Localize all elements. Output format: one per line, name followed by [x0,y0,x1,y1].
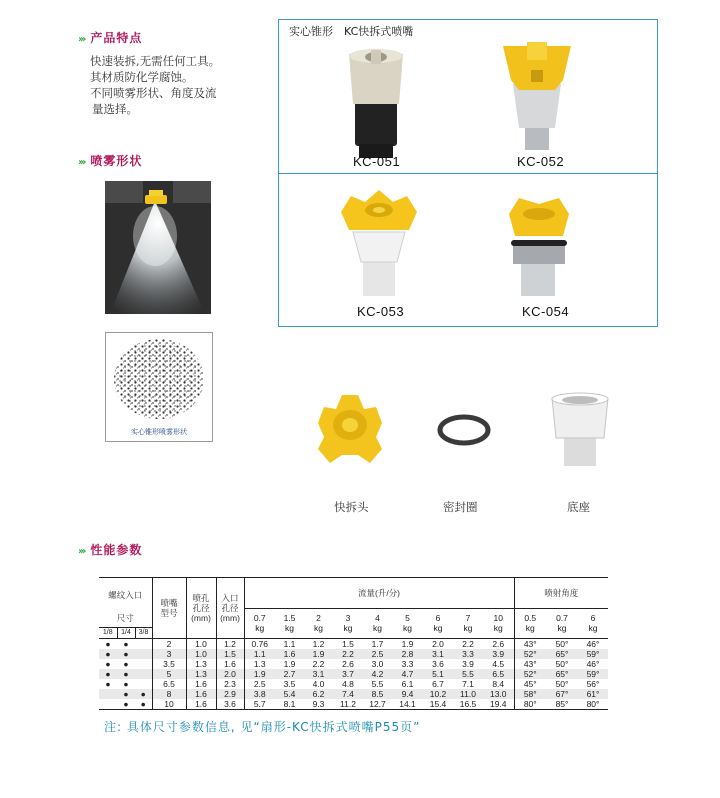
table-cell: 16.5 [459,698,477,709]
table-cell: 4.5 [492,658,505,669]
model-label-kc054: KC-054 [522,304,570,319]
table-cell: 80° [514,699,546,710]
table-cell: 1.7 [371,638,384,649]
spray-pattern-image [106,333,212,425]
table-cell: ● [123,638,129,649]
model-label-kc051: KC-051 [353,154,401,169]
th-orifice: 喷孔 孔径 (mm) [186,578,216,639]
chevron-right-icon: ››› [78,157,85,168]
table-cell: 13.0 [489,688,507,699]
table-cell: 1.3 [186,659,216,669]
table-cell: 1.6 [216,659,244,669]
table-cell: 10 [152,699,186,710]
spray-pattern-caption: 实心锥形喷雾形状 [131,428,187,436]
table-cell: 58° [514,689,546,699]
table-cell: 5.5 [462,668,474,679]
spray-cone-image [105,181,211,314]
table-cell: 1.5 [216,649,244,659]
base-image [548,390,612,470]
table-cell: 0.76 [244,638,275,649]
table-cell: 6.2 [312,688,325,699]
table-cell: 6.7 [432,678,444,689]
dimension-note: 注: 具体尺寸参数信息, 见“扇形-KC快拆式喷嘴P55页” [104,720,421,734]
table-cell [135,638,152,649]
model-label-kc052: KC-052 [517,154,565,169]
table-cell: 65° [555,668,569,679]
table-cell: 1.1 [283,638,296,649]
table-cell: ● [140,688,146,699]
table-cell: 67° [555,688,569,699]
table-row [99,699,608,710]
table-cell: 3.6 [432,658,444,669]
performance-table [99,577,608,710]
table-cell: 11.2 [340,698,356,709]
table-cell: 1.6 [186,689,216,699]
table-cell: 2 [152,638,186,649]
table-cell: 5.7 [244,699,275,710]
table-cell: 85° [555,698,569,709]
th-p4: 4 kg [373,613,382,634]
table-cell: 19.4 [489,698,507,709]
table-cell: 1.9 [312,648,325,659]
table-cell: 11.0 [460,688,476,699]
table-cell: 52° [514,649,546,659]
table-cell: 50° [555,638,569,649]
table-cell: ● [123,678,129,689]
table-cell: 2.0 [216,669,244,679]
table-cell: 1.2 [312,638,325,649]
spray-photo [105,181,211,314]
th-p8: 10 kg [493,613,503,634]
table-cell: 1.6 [186,679,216,689]
table-cell: 2.8 [401,648,414,659]
chevron-right-icon: ››› [78,546,85,557]
th-angle: 喷射角度 [514,578,608,609]
table-cell: 5.5 [371,678,384,689]
table-cell: 2.7 [283,668,296,679]
table-cell: 3.1 [312,668,325,679]
table-cell: 5.1 [432,668,444,679]
table-row [99,659,608,669]
table-cell: 3.5 [283,678,296,689]
th-size-14: 1/4 [117,627,135,638]
table-cell: 3.1 [432,648,444,659]
table-cell: 52° [514,669,546,679]
spray-pattern-photo [105,332,213,442]
table-cell [135,659,152,669]
table-row [99,679,608,689]
th-size-18: 1/8 [99,627,117,638]
table-cell: 2.3 [216,679,244,689]
table-cell: 3.8 [244,689,275,699]
table-cell: 4.2 [371,668,384,679]
table-cell: ● [123,658,129,669]
table-cell: 1.5 [342,638,354,649]
table-cell: 80° [586,698,600,709]
table-cell: 3.7 [342,668,354,679]
table-cell: 7.1 [462,678,474,689]
product-box-title: 实心锥形 KC快拆式喷嘴 [289,25,414,38]
table-cell: ● [105,658,111,669]
table-cell: 1.6 [186,699,216,710]
table-cell: 50° [555,658,569,669]
table-cell: 2.2 [462,638,474,649]
th-flow: 流量(升/分) [244,578,514,609]
table-cell: 15.4 [429,698,447,709]
table-cell: 43° [514,659,546,669]
th-a0: 0.5 kg [514,609,546,639]
table-cell: 1.1 [244,649,275,659]
table-cell: 1.9 [401,638,414,649]
table-cell: 1.0 [186,638,216,649]
table-cell: 61° [586,688,600,699]
table-cell: 8.5 [371,688,384,699]
table-cell: 46° [586,638,600,649]
table-cell: 8.4 [492,678,505,689]
table-cell: 2.2 [342,648,354,659]
table-row [99,669,608,679]
table-cell: 1.0 [186,649,216,659]
table-cell: 3.6 [216,699,244,710]
table-cell: 9.4 [401,688,414,699]
table-cell: 6.5 [152,679,186,689]
product-box [278,19,658,327]
th-p6: 6 kg [433,613,443,634]
table-cell: ● [123,698,129,709]
th-a2: 6 kg [588,613,598,634]
th-size-38: 3/8 [135,627,152,638]
table-cell: 2.6 [492,638,505,649]
table-cell: 5.4 [283,688,296,699]
table-cell: 2.5 [244,679,275,689]
th-thread-size: 尺寸 [116,612,134,623]
table-cell: 56° [586,678,600,689]
table-cell: ● [105,668,111,679]
th-p3: 3 kg [343,613,353,634]
kc-052-image [497,40,577,160]
part-label-head: 快拆头 [334,500,369,514]
seal-ring-image [435,412,493,448]
table-cell: 3.0 [371,658,384,669]
table-cell: 4.8 [342,678,354,689]
table-cell: 2.9 [216,689,244,699]
table-cell: 4.0 [312,678,325,689]
table-row [99,638,608,649]
table-cell: 3 [152,649,186,659]
th-a1: 0.7 kg [556,613,568,634]
th-p7: 7 kg [463,613,473,634]
table-cell: 6.5 [492,668,505,679]
table-cell [135,679,152,689]
th-p0: 0.7 kg [244,609,275,639]
table-cell [99,699,117,710]
table-cell: 5 [152,669,186,679]
table-cell: 3.3 [462,648,474,659]
table-cell: 9.3 [312,698,325,709]
table-row [99,689,608,699]
product-box-divider [279,173,657,174]
features-heading: ››› 产品特点 [78,31,143,45]
table-row [99,649,608,659]
th-model: 喷嘴 型号 [152,578,186,639]
table-cell: 4.7 [401,668,414,679]
table-cell: ● [123,688,129,699]
table-cell: 6.1 [401,678,414,689]
table-cell: 1.6 [283,648,296,659]
performance-table-body [99,638,608,709]
table-cell: 2.5 [371,648,384,659]
quick-release-head-image [312,393,388,467]
table-cell: ● [105,648,111,659]
table-cell: 59° [586,648,600,659]
th-inlet: 入口 孔径 (mm) [216,578,244,639]
table-cell: 8.1 [283,698,296,709]
table-cell [135,649,152,659]
table-cell: 43° [514,638,546,649]
table-cell: 8 [152,689,186,699]
table-cell [99,689,117,699]
table-cell: 45° [514,679,546,689]
chevron-right-icon: ››› [78,34,85,45]
th-p2: 2 kg [314,613,323,634]
table-cell: 3.9 [462,658,474,669]
table-cell: 2.2 [312,658,325,669]
th-p5: 5 kg [403,613,412,634]
table-cell: ● [123,648,129,659]
part-label-base: 底座 [567,500,590,514]
part-label-seal: 密封圈 [443,500,478,514]
table-cell: 7.4 [342,688,354,699]
spray-heading: ››› 喷雾形状 [78,154,143,168]
th-thread: 螺纹入口 [108,590,143,601]
th-p1: 1.5 kg [283,613,296,634]
features-text: 快速装拆,无需任何工具。 其材质防化学腐蚀。 不同喷雾形状、角度及流 量选择。 [90,54,221,116]
table-cell: 12.7 [369,698,386,709]
kc-051-image [341,48,411,160]
model-label-kc053: KC-053 [357,304,405,319]
table-cell: ● [105,638,111,649]
kc-054-image [501,192,577,300]
kc-053-image [337,186,421,300]
table-cell: 1.3 [186,669,216,679]
table-cell: 1.9 [244,669,275,679]
table-cell: ● [140,698,146,709]
table-cell: 2.0 [432,638,444,649]
performance-heading: ››› 性能参数 [78,543,143,557]
table-cell: 65° [555,648,569,659]
table-cell: 1.9 [283,658,296,669]
table-cell: 2.6 [342,658,354,669]
table-cell: 59° [586,668,600,679]
table-cell: 1.2 [216,638,244,649]
table-cell: 10.2 [429,688,447,699]
table-cell: ● [123,668,129,679]
table-cell: ● [105,678,111,689]
table-cell [135,669,152,679]
table-cell: 46° [586,658,600,669]
table-cell: 1.3 [244,659,275,669]
table-cell: 14.1 [399,698,416,709]
table-cell: 3.5 [152,659,186,669]
table-cell: 3.3 [401,658,414,669]
table-cell: 50° [555,678,569,689]
table-cell: 3.9 [492,648,505,659]
